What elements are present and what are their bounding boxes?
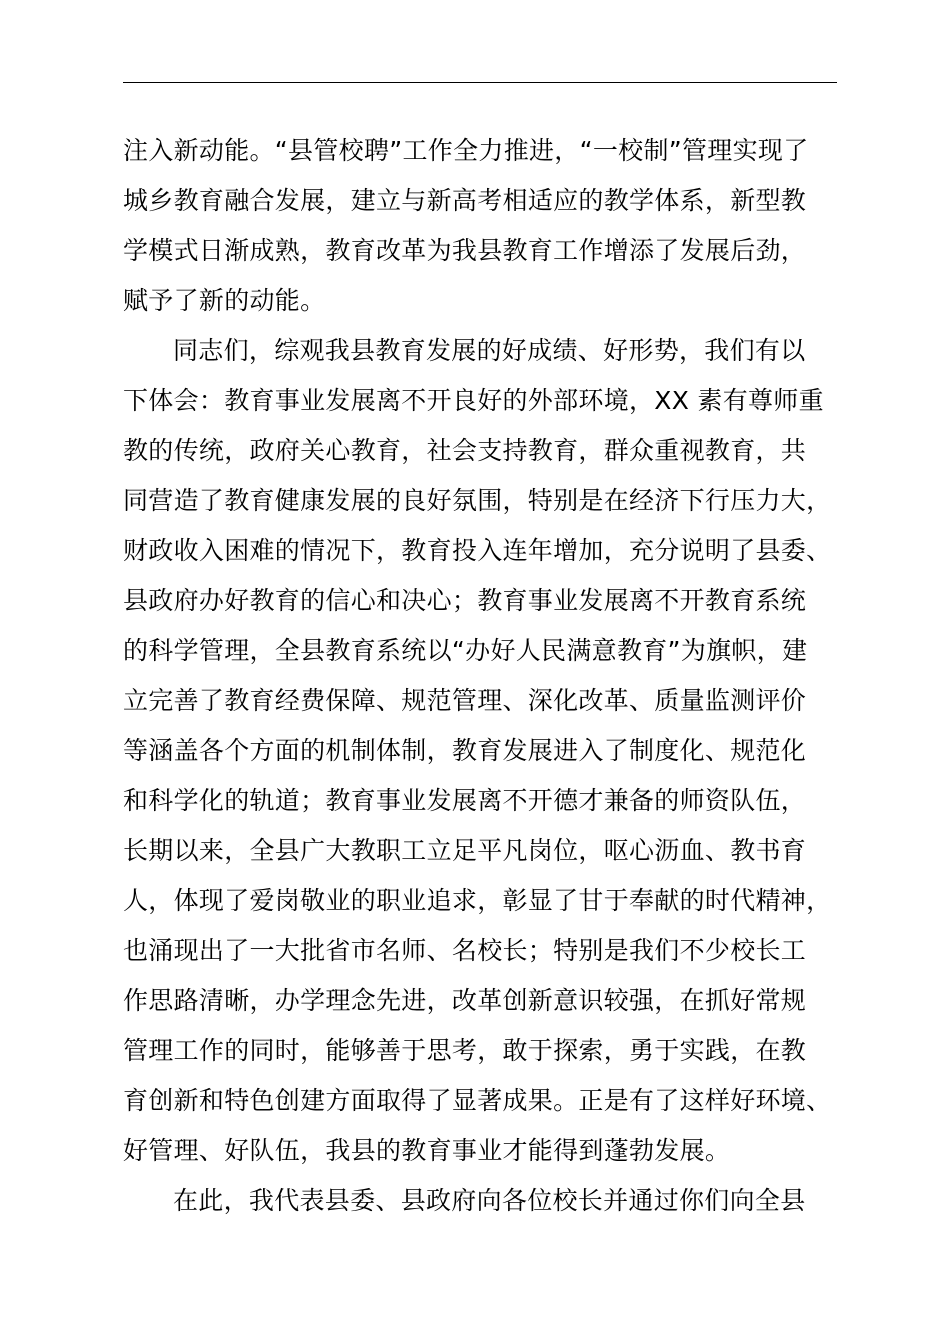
text-line: 等涵盖各个方面的机制体制，教育发展进入了制度化、规范化 [123, 736, 807, 765]
text-line: 教的传统，政府关心教育，社会支持教育，群众重视教育，共 [123, 436, 807, 465]
text-line: 和科学化的轨道；教育事业发展离不开德才兼备的师资队伍， [123, 786, 807, 815]
text-line: 长期以来，全县广大教职工立足平凡岗位，呕心沥血、教书育 [123, 836, 807, 865]
text-line: 立完善了教育经费保障、规范管理、深化改革、质量监测评价 [123, 686, 807, 715]
text-line: 也涌现出了一大批省市名师、名校长；特别是我们不少校长工 [123, 936, 807, 965]
text-line: 注入新动能。“县管校聘”工作全力推进，“一校制”管理实现了 [123, 136, 809, 165]
text-line: 财政收入困难的情况下，教育投入连年增加，充分说明了县委、 [123, 536, 832, 565]
text-line: 管理工作的同时，能够善于思考，敢于探索，勇于实践，在教 [123, 1036, 807, 1065]
text-line: 育创新和特色创建方面取得了显著成果。正是有了这样好环境、 [123, 1086, 832, 1115]
text-line: 的科学管理，全县教育系统以“办好人民满意教育”为旗帜，建 [123, 636, 808, 665]
header-rule [123, 82, 837, 83]
text-line: 人，体现了爱岗敬业的职业追求，彰显了甘于奉献的时代精神， [123, 886, 832, 915]
document-body [123, 126, 863, 1226]
text-line: 城乡教育融合发展，建立与新高考相适应的教学体系，新型教 [123, 186, 807, 215]
paragraph-first-line: 同志们，综观我县教育发展的好成绩、好形势，我们有以 [173, 336, 806, 365]
paragraph-first-line: 在此，我代表县委、县政府向各位校长并通过你们向全县 [173, 1186, 806, 1215]
text-line: 赋予了新的动能。 [123, 286, 326, 315]
text-line: 下体会：教育事业发展离不开良好的外部环境，XX 素有尊师重 [123, 386, 824, 415]
text-line: 好管理、好队伍，我县的教育事业才能得到蓬勃发展。 [123, 1136, 731, 1165]
text-line: 县政府办好教育的信心和决心；教育事业发展离不开教育系统 [123, 586, 807, 615]
text-line: 作思路清晰，办学理念先进，改革创新意识较强，在抓好常规 [123, 986, 807, 1015]
text-line: 同营造了教育健康发展的良好氛围，特别是在经济下行压力大， [123, 486, 832, 515]
text-line: 学模式日渐成熟，教育改革为我县教育工作增添了发展后劲， [123, 236, 807, 265]
